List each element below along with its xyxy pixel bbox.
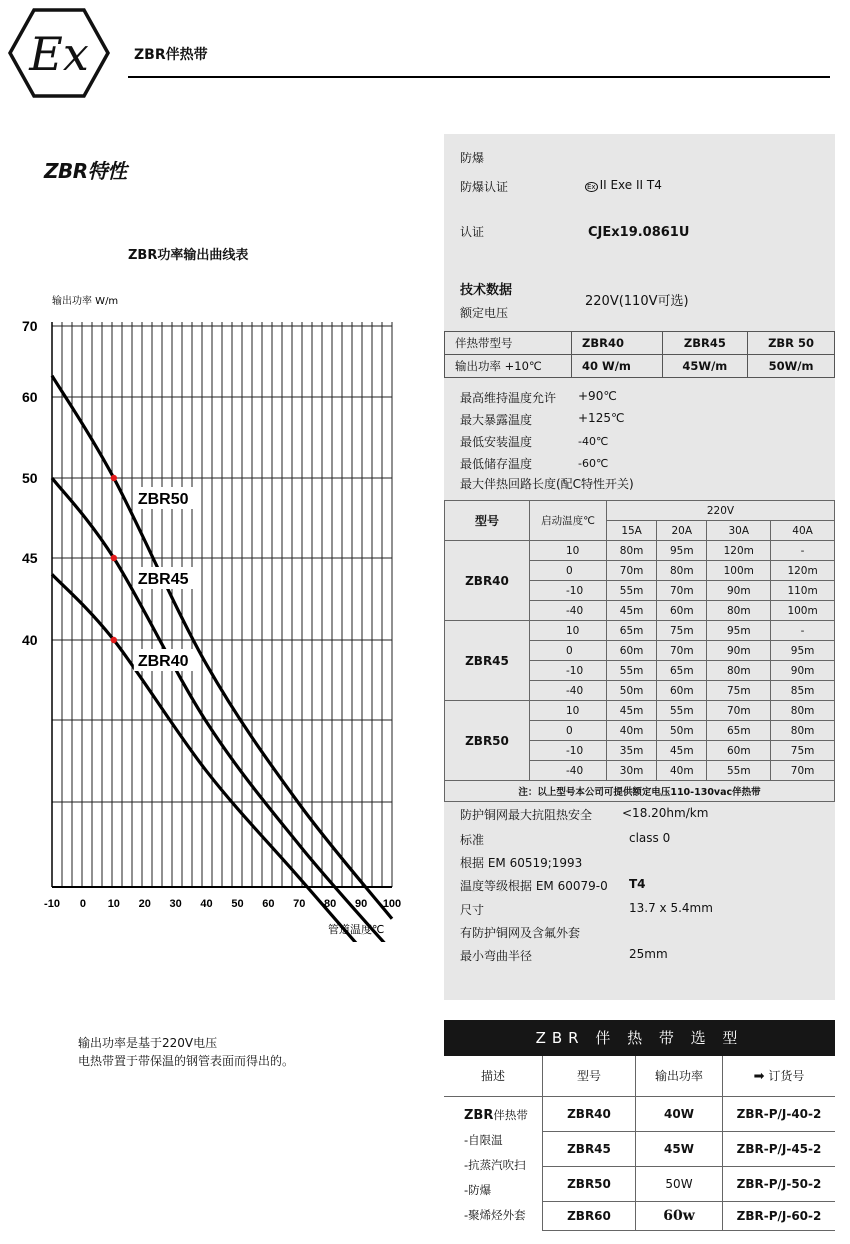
temp-value: -60℃	[578, 457, 609, 470]
selection-table	[444, 1056, 835, 1231]
length-cell: 65m	[657, 661, 707, 681]
power-row-label: 输出功率 +10℃	[445, 355, 572, 378]
length-cell: 90m	[707, 581, 771, 601]
sel-power: 50W	[636, 1166, 723, 1201]
length-cell: 70m	[657, 641, 707, 661]
start-temp-cell: 0	[530, 641, 607, 661]
length-cell: 65m	[607, 621, 657, 641]
sel-order: ZBR-P/J-40-2	[723, 1096, 836, 1131]
sel-header-model: 型号	[543, 1056, 636, 1096]
breaker-header: 40A	[771, 521, 835, 541]
length-cell: 70m	[607, 561, 657, 581]
desc-item: -防爆	[464, 1182, 492, 1197]
y-axis-label: 输出功率 W/m	[52, 296, 119, 307]
property-value: 25mm	[629, 947, 668, 961]
property-value: T4	[629, 877, 646, 891]
power-cell: 40 W/m	[572, 355, 663, 378]
x-tick-label: 70	[293, 898, 306, 910]
x-tick-label: 30	[169, 898, 182, 910]
rated-voltage-value: 220V(110V可选)	[585, 294, 689, 309]
length-cell: 80m	[707, 661, 771, 681]
length-table-note: 注：以上型号本公司可提供额定电压110-130vac伴热带	[445, 781, 835, 802]
length-cell: 70m	[657, 581, 707, 601]
ex-logo	[8, 8, 110, 98]
start-temp-cell: -40	[530, 601, 607, 621]
length-model: ZBR40	[445, 541, 530, 621]
property-label: 有防护铜网及含氟外套	[460, 926, 581, 940]
length-cell: 80m	[771, 701, 835, 721]
start-temp-cell: -10	[530, 741, 607, 761]
sel-order: ZBR-P/J-45-2	[723, 1131, 836, 1166]
length-cell: 60m	[607, 641, 657, 661]
start-temp-cell: 0	[530, 561, 607, 581]
length-cell: 95m	[771, 641, 835, 661]
length-cell: 90m	[707, 641, 771, 661]
length-cell: 55m	[657, 701, 707, 721]
model-row	[445, 332, 835, 355]
x-tick-label: 90	[354, 898, 368, 910]
sel-model: ZBR40	[543, 1096, 636, 1131]
breaker-header: 15A	[607, 521, 657, 541]
length-cell: 75m	[657, 621, 707, 641]
length-cell: 45m	[607, 701, 657, 721]
property-label: 尺寸	[460, 903, 485, 917]
length-cell: 60m	[657, 681, 707, 701]
desc-brand: ZBR	[464, 1107, 494, 1123]
length-cell: 85m	[771, 681, 835, 701]
length-cell: 30m	[607, 761, 657, 781]
length-cell: 35m	[607, 741, 657, 761]
length-cell: 55m	[707, 761, 771, 781]
property-label: 根据 EM 60519;1993	[460, 856, 583, 870]
length-cell: 90m	[771, 661, 835, 681]
length-cell: -	[771, 541, 835, 561]
y-tick-label: 60	[22, 389, 38, 405]
header-rule	[128, 76, 830, 78]
data-point-marker	[111, 555, 117, 561]
length-cell: 95m	[707, 621, 771, 641]
length-cell: 80m	[657, 561, 707, 581]
length-cell: 100m	[771, 601, 835, 621]
length-cell: 65m	[707, 721, 771, 741]
length-cell: 40m	[657, 761, 707, 781]
voltage-header: 220V	[607, 501, 835, 521]
x-tick-label: 10	[107, 898, 120, 910]
selection-title: ZBR 伴 热 带 选 型	[444, 1020, 835, 1056]
y-tick-label: 70	[22, 318, 38, 334]
start-temp-cell: -10	[530, 581, 607, 601]
length-cell: 55m	[607, 661, 657, 681]
length-cell: 120m	[707, 541, 771, 561]
series-label: ZBR40	[137, 653, 189, 670]
x-tick-label: 40	[200, 898, 213, 910]
length-cell: 120m	[771, 561, 835, 581]
start-temp-cell: 10	[530, 621, 607, 641]
x-tick-label: 60	[262, 898, 275, 910]
length-cell: 45m	[607, 601, 657, 621]
data-point-marker	[111, 475, 117, 481]
ex-cert-value: Ex II Exe II T4	[587, 178, 662, 192]
arrow-right-icon: ➡	[753, 1069, 765, 1085]
sel-power: 45W	[636, 1131, 723, 1166]
length-row	[445, 701, 835, 721]
data-point-marker	[111, 637, 117, 643]
col-start-header: 启动温度℃	[530, 501, 607, 541]
y-tick-label: 45	[22, 550, 38, 566]
breaker-header: 20A	[657, 521, 707, 541]
x-tick-label: 100	[382, 898, 402, 910]
sel-description: ZBR伴热带 -自限温 -抗蒸汽吹扫 -防爆 -聚烯烃外套	[464, 1107, 528, 1222]
power-row	[445, 355, 835, 378]
length-cell: 95m	[657, 541, 707, 561]
sel-header-order: ➡ 订货号	[723, 1056, 836, 1096]
ex-cert-label: 防爆认证	[460, 180, 509, 194]
temp-label: 最低储存温度	[460, 457, 533, 471]
x-tick-label: -10	[44, 898, 60, 910]
start-temp-cell: 10	[530, 541, 607, 561]
length-cell: 75m	[707, 681, 771, 701]
sel-order: ZBR-P/J-50-2	[723, 1166, 836, 1201]
cert-label: 认证	[460, 225, 485, 239]
desc-item: -聚烯烃外套	[464, 1207, 526, 1222]
chart-note-2: 电热带置于带保温的钢管表面而得出的。	[78, 1054, 295, 1068]
length-model: ZBR45	[445, 621, 530, 701]
length-cell: -	[771, 621, 835, 641]
desc-item: -抗蒸汽吹扫	[464, 1157, 526, 1172]
sel-model: ZBR45	[543, 1131, 636, 1166]
breaker-header: 30A	[707, 521, 771, 541]
model-row-label: 伴热带型号	[445, 332, 572, 355]
temp-label: 最低安装温度	[460, 435, 533, 449]
x-axis-label: 管道温度℃	[328, 923, 385, 936]
length-cell: 45m	[657, 741, 707, 761]
ex-logo-text: Ex	[29, 27, 89, 81]
section-title: ZBR特性	[44, 159, 127, 183]
start-temp-cell: 0	[530, 721, 607, 741]
x-tick-label: 80	[324, 898, 337, 910]
length-cell: 70m	[707, 701, 771, 721]
length-cell: 100m	[707, 561, 771, 581]
length-cell: 80m	[771, 721, 835, 741]
property-label: 防护铜网最大抗阻热安全	[460, 808, 593, 822]
explosion-proof-label: 防爆	[460, 151, 485, 165]
length-cell: 75m	[771, 741, 835, 761]
length-cell: 60m	[707, 741, 771, 761]
length-model: ZBR50	[445, 701, 530, 781]
model-power-table	[444, 331, 835, 378]
tech-label: 技术数据	[460, 283, 513, 298]
model-cell: ZBR45	[662, 332, 747, 355]
series-label: ZBR50	[137, 491, 189, 508]
length-row	[445, 621, 835, 641]
sel-model: ZBR50	[543, 1166, 636, 1201]
x-tick-label: 50	[231, 898, 244, 910]
property-value: 13.7 x 5.4mm	[629, 901, 713, 915]
property-label: 最小弯曲半径	[460, 949, 533, 963]
length-cell: 55m	[607, 581, 657, 601]
length-cell: 50m	[657, 721, 707, 741]
sel-header-desc: 描述	[444, 1056, 543, 1096]
sel-model: ZBR60	[543, 1201, 636, 1230]
col-model-header: 型号	[445, 501, 530, 541]
model-cell: ZBR 50	[748, 332, 835, 355]
property-value: class 0	[629, 831, 671, 845]
power-cell: 45W/m	[662, 355, 747, 378]
length-cell: 70m	[771, 761, 835, 781]
property-label: 温度等级根据 EM 60079-0	[460, 879, 608, 893]
start-temp-cell: -10	[530, 661, 607, 681]
power-output-chart	[0, 282, 420, 942]
sel-order: ZBR-P/J-60-2	[723, 1201, 836, 1230]
temp-label: 最大暴露温度	[460, 413, 533, 427]
length-cell: 80m	[707, 601, 771, 621]
length-cell: 40m	[607, 721, 657, 741]
length-cell: 50m	[607, 681, 657, 701]
x-tick-label: 0	[79, 898, 86, 910]
sel-header-power: 输出功率	[636, 1056, 723, 1096]
series-label: ZBR45	[137, 571, 189, 588]
length-cell: 80m	[607, 541, 657, 561]
model-cell: ZBR40	[572, 332, 663, 355]
temp-value: -40℃	[578, 435, 609, 448]
property-label: 标准	[460, 833, 485, 847]
y-tick-label: 50	[22, 470, 38, 486]
ex-mark-icon: Ex	[587, 183, 596, 191]
x-tick-label: 20	[138, 898, 151, 910]
y-tick-label: 40	[22, 632, 38, 648]
power-cell: 50W/m	[748, 355, 835, 378]
length-cell: 60m	[657, 601, 707, 621]
start-temp-cell: 10	[530, 701, 607, 721]
cert-value: CJEx19.0861U	[588, 225, 690, 240]
chart-note-1: 输出功率是基于220V电压	[78, 1036, 218, 1050]
length-row	[445, 541, 835, 561]
chart-title: ZBR功率输出曲线表	[128, 248, 249, 263]
circuit-length-table	[444, 500, 835, 802]
temp-label: 最高维持温度允许	[460, 391, 557, 405]
sel-power: 40W	[636, 1096, 723, 1131]
temp-value: +90℃	[578, 389, 617, 403]
desc-item: -自限温	[464, 1132, 503, 1147]
sel-power: 60w	[636, 1201, 723, 1230]
temp-value: +125℃	[578, 411, 625, 425]
max-length-label: 最大伴热回路长度(配C特性开关)	[460, 477, 634, 491]
rated-voltage-label: 额定电压	[460, 306, 509, 320]
brand-title: ZBR伴热带	[134, 47, 208, 63]
property-value: <18.20hm/km	[622, 806, 709, 820]
start-temp-cell: -40	[530, 761, 607, 781]
length-cell: 110m	[771, 581, 835, 601]
start-temp-cell: -40	[530, 681, 607, 701]
